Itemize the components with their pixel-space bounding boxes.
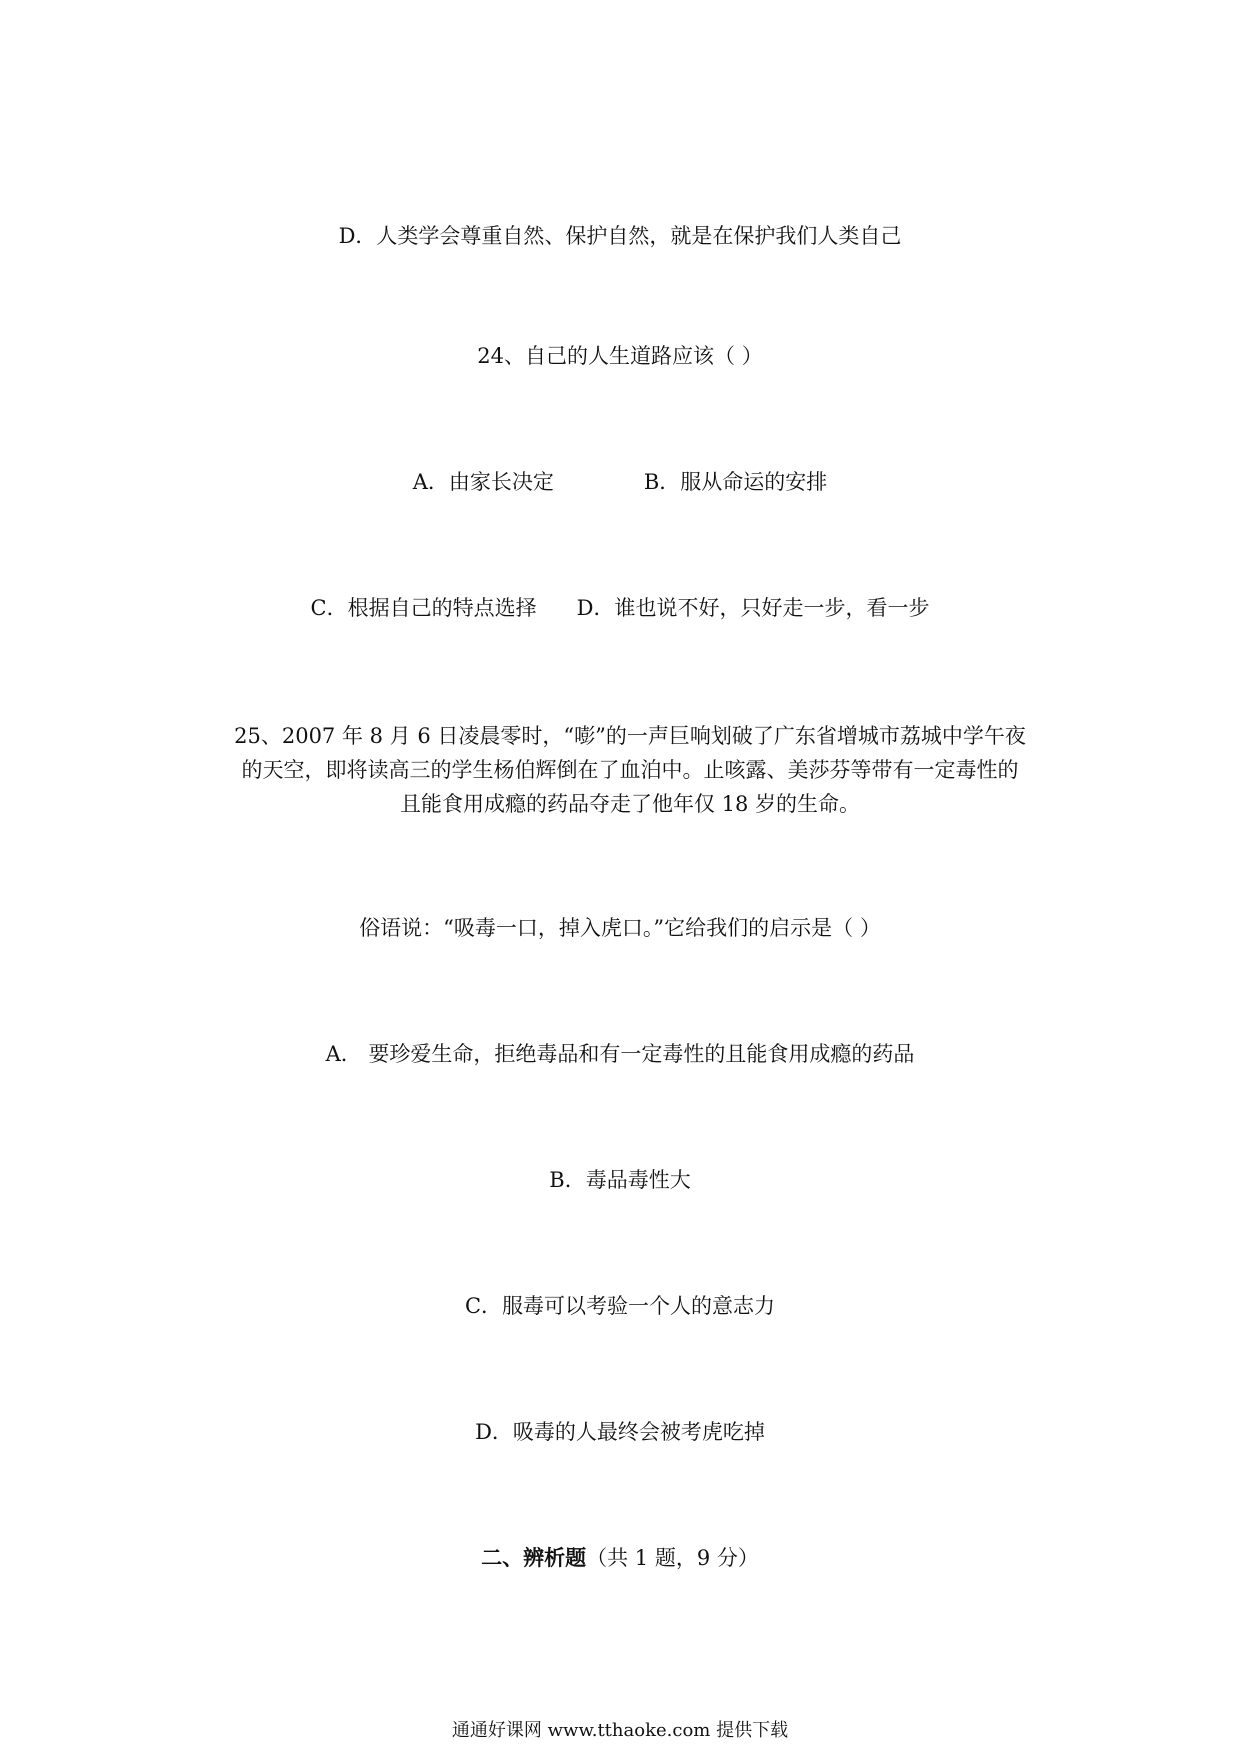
q24-option-d: D．谁也说不好，只好走一步，看一步	[576, 596, 930, 620]
q24-options-cd	[0, 591, 1240, 625]
q25-option-b: B．毒品毒性大	[549, 1168, 691, 1192]
q25-option-a: A． 要珍爱生命，拒绝毒品和有一定毒性的且能食用成瘾的药品	[325, 1042, 915, 1066]
q24-option-a: A．由家长决定	[412, 470, 554, 494]
q24-option-c: C．根据自己的特点选择	[310, 596, 537, 620]
section-2-heading	[0, 1541, 1240, 1575]
q24-option-b: B．服从命运的安排	[643, 470, 828, 494]
section-2-note: （共 1 题，9 分）	[586, 1546, 759, 1570]
q25-option-d: D．吸毒的人最终会被考虎吃掉	[475, 1420, 765, 1444]
q25-passage-line-3: 且能食用成瘾的药品夺走了他年仅 18 岁的生命。	[399, 792, 861, 816]
q24-options-ab	[0, 465, 1240, 499]
q24-stem: 24、自己的人生道路应该（ ）	[477, 344, 763, 368]
section-2-title: 二、辨析题	[481, 1545, 587, 1570]
q25-passage-line-2: 的天空，即将读高三的学生杨伯辉倒在了血泊中。止咳露、美莎芬等带有一定毒性的	[241, 758, 1019, 782]
q25-option-c: C．服毒可以考验一个人的意志力	[464, 1294, 776, 1318]
page-footer: 通通好课网 www.tthaoke.com 提供下载	[451, 1720, 789, 1741]
q25-passage-line-1: 25、2007 年 8 月 6 日凌晨零时，“嘭”的一声巨响划破了广东省增城市荔城中学午夜	[234, 724, 1026, 748]
q25-stem: 俗语说：“吸毒一口，掉入虎口。”它给我们的启示是（ ）	[359, 916, 881, 940]
q23-option-d: D．人类学会尊重自然、保护自然，就是在保护我们人类自己	[338, 224, 902, 248]
q25-passage	[220, 719, 1040, 821]
